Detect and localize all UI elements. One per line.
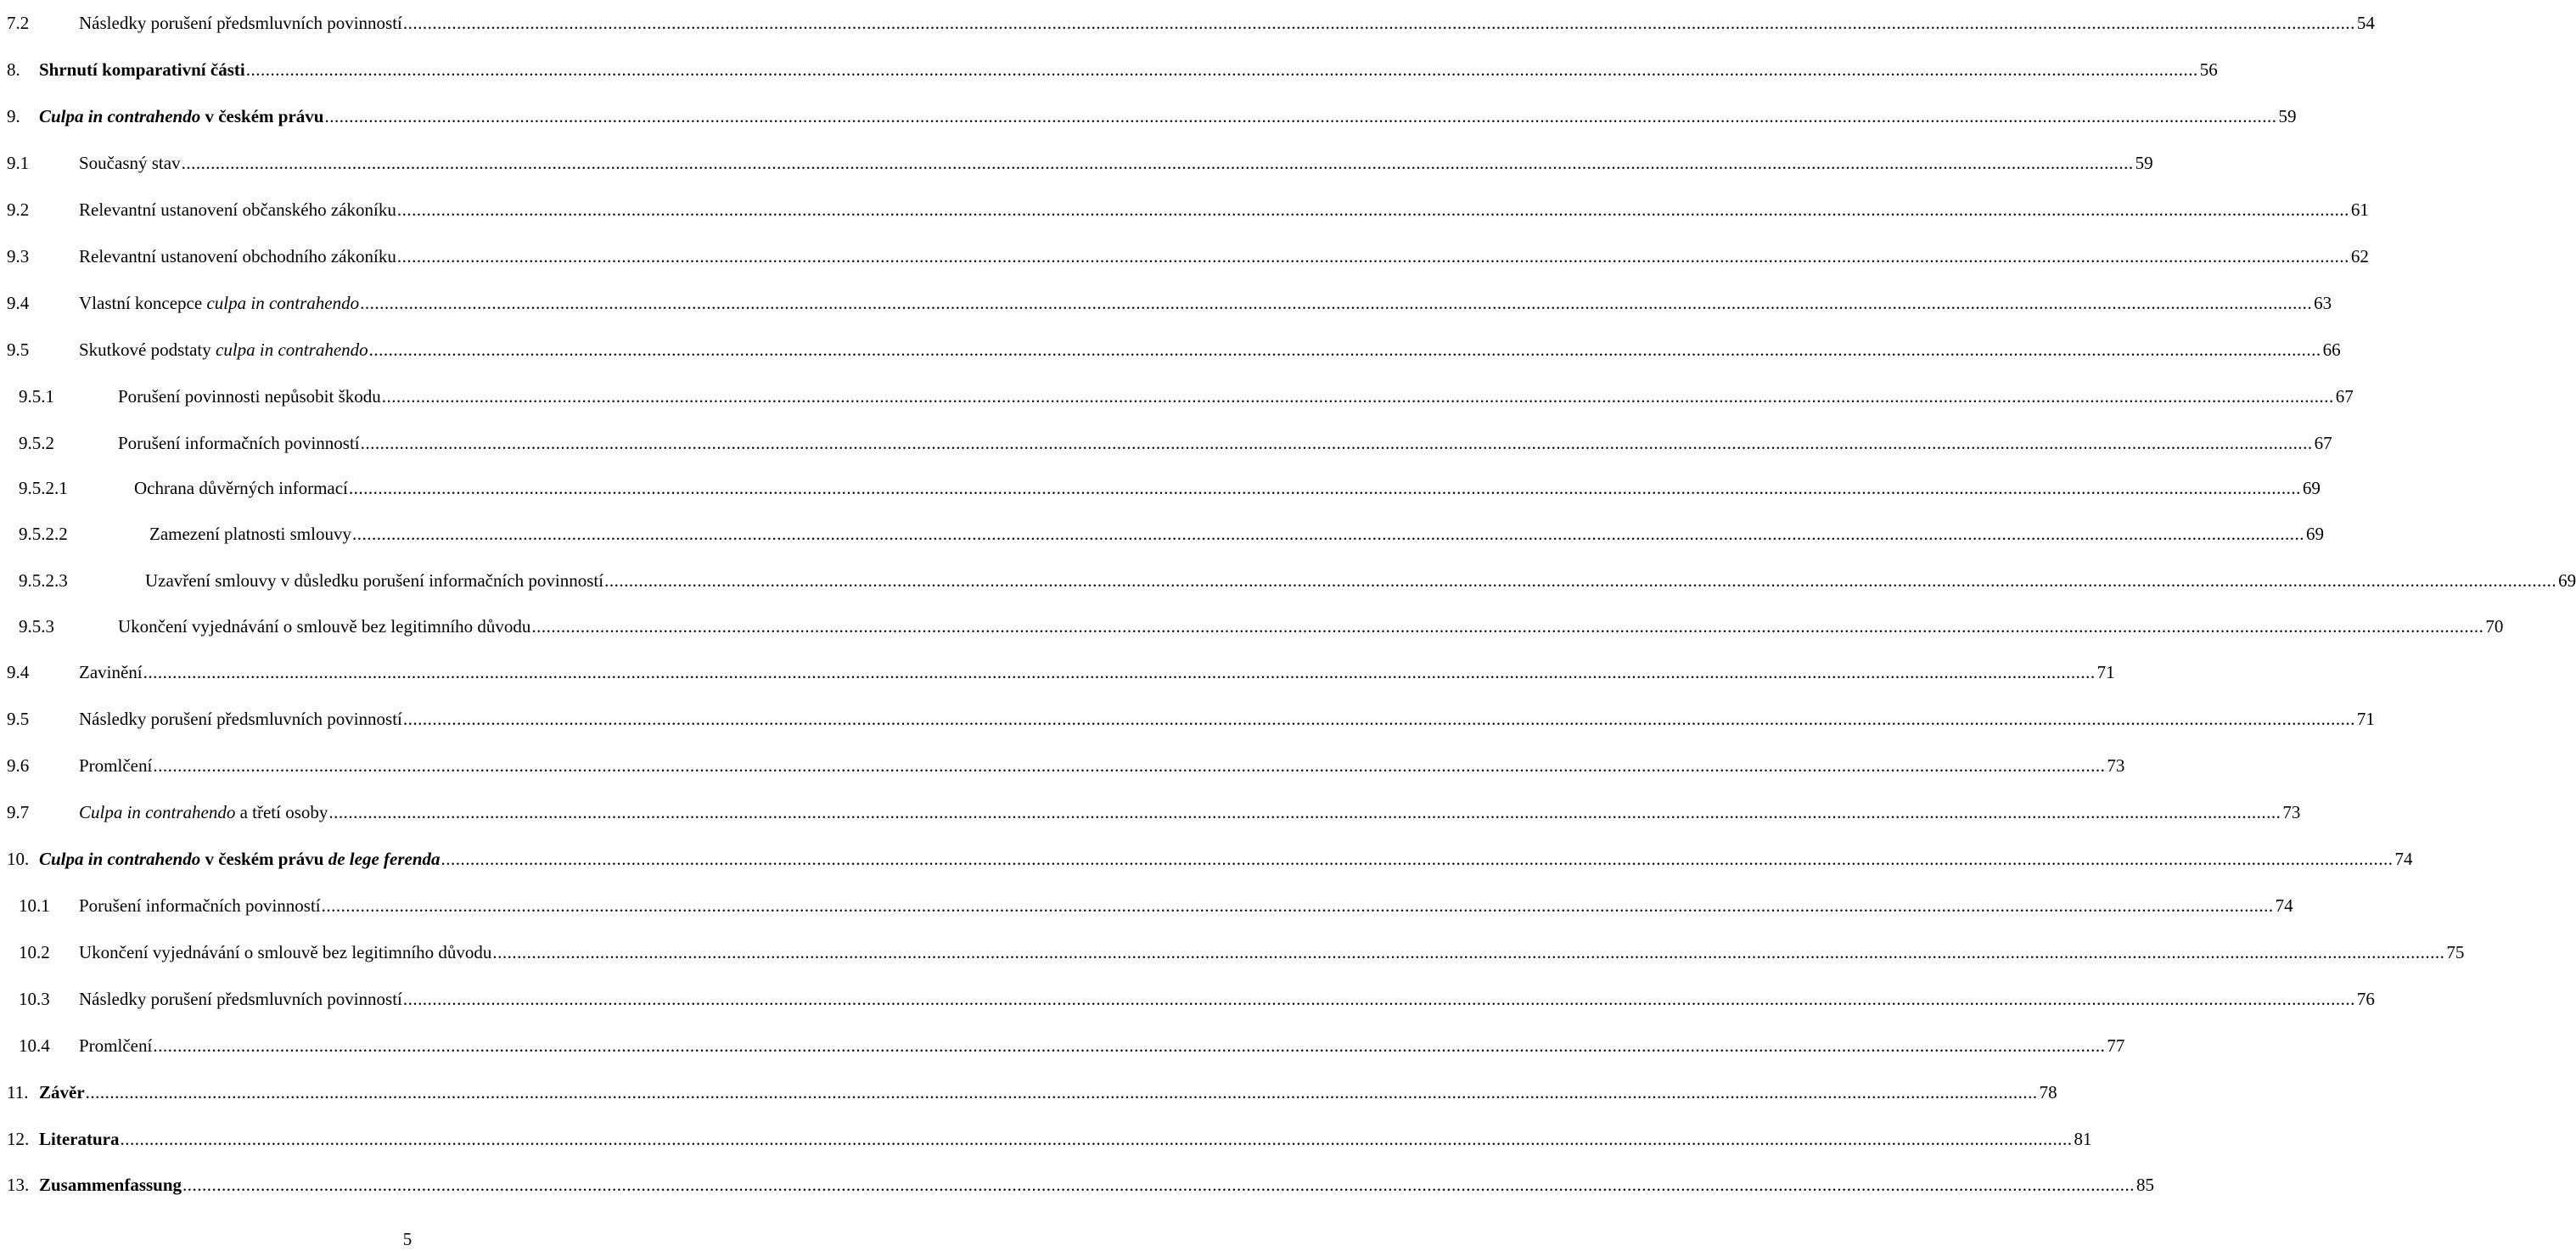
toc-entry-page: 66 [2322,339,2341,360]
toc-title-segment: Následky porušení předsmluvních povinností [79,709,402,729]
dot-leader: ................................................................................................................................................................................................................................................................................................................................................................................................................ [120,1129,2073,1149]
toc-entry-number: 9.5 [7,709,30,729]
toc-entry-page: 74 [2394,849,2413,869]
toc-entry-title [39,847,441,871]
dot-leader: ................................................................................................................................................................................................................................................................................................................................................................................................................ [381,386,2334,407]
toc-entry-number: 9.5.2 [19,433,54,453]
toc-entry-title [79,894,321,917]
toc-entry-number: 9.4 [7,662,30,682]
toc-title-segment: Culpa in contrahendo [39,106,201,126]
toc-title-segment: Promlčení [79,755,153,776]
dot-leader: ................................................................................................................................................................................................................................................................................................................................................................................................................ [245,59,2198,80]
toc-title-segment: Závěr [39,1082,85,1102]
toc-entry-title [79,800,328,824]
toc-entry-title [79,11,402,35]
toc-entry-number: 9.7 [7,802,30,822]
toc-entry-number: 9.5.2.1 [19,478,68,498]
toc-entry[interactable] [0,847,2413,871]
toc-entry-title [79,707,402,731]
toc-entry-title [118,431,360,455]
toc-entry-page: 63 [2314,293,2332,313]
toc-entry[interactable] [0,660,2115,684]
toc-title-segment: Současný stav [79,153,181,173]
toc-entry[interactable] [0,104,2297,128]
toc-title-segment: Porušení informačních povinností [79,895,321,916]
toc-title-segment: Zavinění [79,662,143,682]
toc-entry-number: 8. [7,59,20,80]
toc-entry-title [79,198,396,222]
dot-leader: ................................................................................................................................................................................................................................................................................................................................................................................................................ [604,570,2557,591]
toc-title-segment: Porušení informačních povinností [118,433,360,453]
toc-title-segment: Ochrana důvěrných informací [134,478,348,498]
toc-entry[interactable] [0,894,2293,917]
toc-entry-page: 59 [2278,106,2297,126]
toc-title-segment: Promlčení [79,1035,153,1056]
toc-entry[interactable] [0,800,2301,824]
toc-title-segment: culpa in contrahendo [206,293,360,313]
dot-leader: ................................................................................................................................................................................................................................................................................................................................................................................................................ [182,1175,2135,1195]
toc-entry-page: 61 [2350,199,2369,220]
toc-entry[interactable] [0,11,2375,35]
toc-entry[interactable] [0,707,2375,731]
toc-entry-page: 77 [2107,1035,2125,1056]
toc-entry-page: 69 [2305,524,2324,544]
toc-entry-title [79,1034,152,1057]
toc-entry[interactable] [0,244,2369,268]
toc-title-segment: Shrnutí komparativní části [39,59,245,80]
toc-entry[interactable] [0,569,2576,592]
toc-title-segment: Culpa in contrahendo [79,802,236,822]
dot-leader: ................................................................................................................................................................................................................................................................................................................................................................................................................ [153,755,2106,776]
dot-leader: ................................................................................................................................................................................................................................................................................................................................................................................................................ [321,895,2274,916]
toc-entry[interactable] [0,431,2332,455]
toc-entry[interactable] [0,614,2504,638]
toc-entry[interactable] [0,940,2465,964]
toc-title-segment: Následky porušení předsmluvních povinností [79,989,402,1009]
toc-entry-page: 67 [2335,386,2354,407]
toc-entry-page: 74 [2275,895,2293,916]
toc-entry[interactable] [0,476,2321,500]
dot-leader: ................................................................................................................................................................................................................................................................................................................................................................................................................ [531,616,2484,637]
toc-entry-title [79,338,368,362]
toc-entry-page: 69 [2302,478,2321,498]
toc-entry-page: 75 [2446,942,2465,962]
toc-entry-number: 9.5 [7,339,30,360]
toc-entry-title [79,940,491,964]
toc-entry-title [79,754,152,777]
dot-leader: ................................................................................................................................................................................................................................................................................................................................................................................................................ [324,106,2277,126]
toc-entry[interactable] [0,1080,2057,1104]
page-number: 5 [402,1229,412,1249]
toc-title-segment: Zamezení platnosti smlouvy [149,524,351,544]
toc-entry-number: 9.5.3 [19,616,54,637]
toc-title-segment: a třetí osoby [235,802,328,822]
dot-leader: ................................................................................................................................................................................................................................................................................................................................................................................................................ [181,153,2134,173]
toc-title-segment: Zusammenfassung [39,1175,182,1195]
toc-title-segment: Ukončení vyjednávání o smlouvě bez legitimního důvodu [79,942,492,962]
toc-entry-page: 73 [2107,755,2125,776]
toc-title-segment: Relevantní ustanovení obchodního zákoníku [79,246,396,266]
toc-entry[interactable] [0,1173,2155,1197]
toc-entry[interactable] [0,1127,2092,1151]
toc-entry-page: 59 [2135,153,2153,173]
dot-leader: ................................................................................................................................................................................................................................................................................................................................................................................................................ [396,246,2349,266]
toc-entry[interactable] [0,754,2125,777]
toc-entry-number: 12. [7,1129,30,1149]
toc-entry-number: 9.4 [7,293,30,313]
toc-entry-number: 9.1 [7,153,30,173]
toc-entry-number: 7.2 [7,13,30,33]
toc-entry-number: 10.2 [19,942,50,962]
toc-entry-title [79,291,359,315]
toc-title-segment: v českém právu [200,849,328,869]
toc-entry-number: 13. [7,1175,30,1195]
toc-entry[interactable] [0,384,2354,408]
toc-entry-number: 9.5.1 [19,386,54,407]
toc-entry-number: 10.3 [19,989,50,1009]
toc-entry-number: 9.5.2.3 [19,570,68,591]
toc-entry-page: 85 [2136,1175,2155,1195]
toc-entry-title [39,1080,85,1104]
toc-title-segment: culpa in contrahendo [216,339,368,360]
toc-entry[interactable] [0,58,2218,81]
toc-entry-page: 73 [2282,802,2301,822]
toc-entry-page: 81 [2074,1129,2092,1149]
toc-entry-page: 67 [2314,433,2332,453]
toc-entry-page: 71 [2096,662,2115,682]
dot-leader: ................................................................................................................................................................................................................................................................................................................................................................................................................ [143,662,2096,682]
toc-entry-page: 71 [2356,709,2375,729]
toc-title-segment: Uzavření smlouvy v důsledku porušení informačních povinností [145,570,604,591]
toc-entry-number: 10.1 [19,895,50,916]
toc-entry-title [79,987,402,1011]
toc-entry[interactable] [0,291,2332,315]
toc-entry[interactable] [0,1034,2125,1057]
dot-leader: ................................................................................................................................................................................................................................................................................................................................................................................................................ [402,709,2355,729]
dot-leader: ................................................................................................................................................................................................................................................................................................................................................................................................................ [360,433,2313,453]
toc-entry[interactable] [0,151,2153,175]
toc-entry-number: 10.4 [19,1035,50,1056]
toc-title-segment: Literatura [39,1129,120,1149]
toc-entry-page: 70 [2485,616,2504,637]
toc-entry-number: 10. [7,849,30,869]
dot-leader: ................................................................................................................................................................................................................................................................................................................................................................................................................ [153,1035,2106,1056]
dot-leader: ................................................................................................................................................................................................................................................................................................................................................................................................................ [492,942,2445,962]
toc-entry-title [118,384,381,408]
toc-entry-title [149,522,351,546]
dot-leader: ................................................................................................................................................................................................................................................................................................................................................................................................................ [402,989,2355,1009]
toc-entry[interactable] [0,198,2369,222]
toc-title-segment: Ukončení vyjednávání o smlouvě bez legitimního důvodu [118,616,531,637]
toc-entry-title [145,569,603,592]
toc-entry[interactable] [0,522,2324,546]
toc-title-segment: de lege ferenda [328,849,441,869]
toc-entry-page: 69 [2558,570,2576,591]
toc-entry-title [79,660,143,684]
toc-title-segment: Skutkové podstaty [79,339,216,360]
toc-entry-title [39,1127,119,1151]
toc-entry-title [39,1173,182,1197]
dot-leader: ................................................................................................................................................................................................................................................................................................................................................................................................................ [368,339,2321,360]
toc-entry-page: 54 [2356,13,2375,33]
dot-leader: ................................................................................................................................................................................................................................................................................................................................................................................................................ [351,524,2304,544]
toc-entry-title [39,104,323,128]
toc-title-segment: Následky porušení předsmluvních povinností [79,13,402,33]
dot-leader: ................................................................................................................................................................................................................................................................................................................................................................................................................ [360,293,2313,313]
toc-entry-number: 9.6 [7,755,30,776]
toc-entry-page: 78 [2039,1082,2057,1102]
toc-title-segment: Relevantní ustanovení občanského zákoníku [79,199,396,220]
toc-entry[interactable] [0,987,2375,1011]
dot-leader: ................................................................................................................................................................................................................................................................................................................................................................................................................ [441,849,2394,869]
toc-entry-number: 9.3 [7,246,30,266]
toc-entry-title [79,151,181,175]
toc-entry-title [118,614,530,638]
toc-entry-number: 9.2 [7,199,30,220]
toc-entry-page: 76 [2356,989,2375,1009]
toc-title-segment: Vlastní koncepce [79,293,207,313]
toc-entry-number: 11. [7,1082,29,1102]
toc-entry-title [79,244,396,268]
toc-title-segment: Culpa in contrahendo [39,849,201,869]
toc-entry-page: 56 [2199,59,2218,80]
dot-leader: ................................................................................................................................................................................................................................................................................................................................................................................................................ [396,199,2349,220]
toc-entry-number: 9. [7,106,20,126]
toc-entry-number: 9.5.2.2 [19,524,68,544]
toc-entry-page: 62 [2350,246,2369,266]
dot-leader: ................................................................................................................................................................................................................................................................................................................................................................................................................ [348,478,2301,498]
toc-entry-title [134,476,348,500]
dot-leader: ................................................................................................................................................................................................................................................................................................................................................................................................................ [328,802,2281,822]
toc-title-segment: v českém právu [200,106,324,126]
dot-leader: ................................................................................................................................................................................................................................................................................................................................................................................................................ [85,1082,2038,1102]
toc-entry-title [39,58,245,81]
toc-entry[interactable] [0,338,2341,362]
toc-title-segment: Porušení povinnosti nepůsobit škodu [118,386,381,407]
dot-leader: ................................................................................................................................................................................................................................................................................................................................................................................................................ [402,13,2355,33]
